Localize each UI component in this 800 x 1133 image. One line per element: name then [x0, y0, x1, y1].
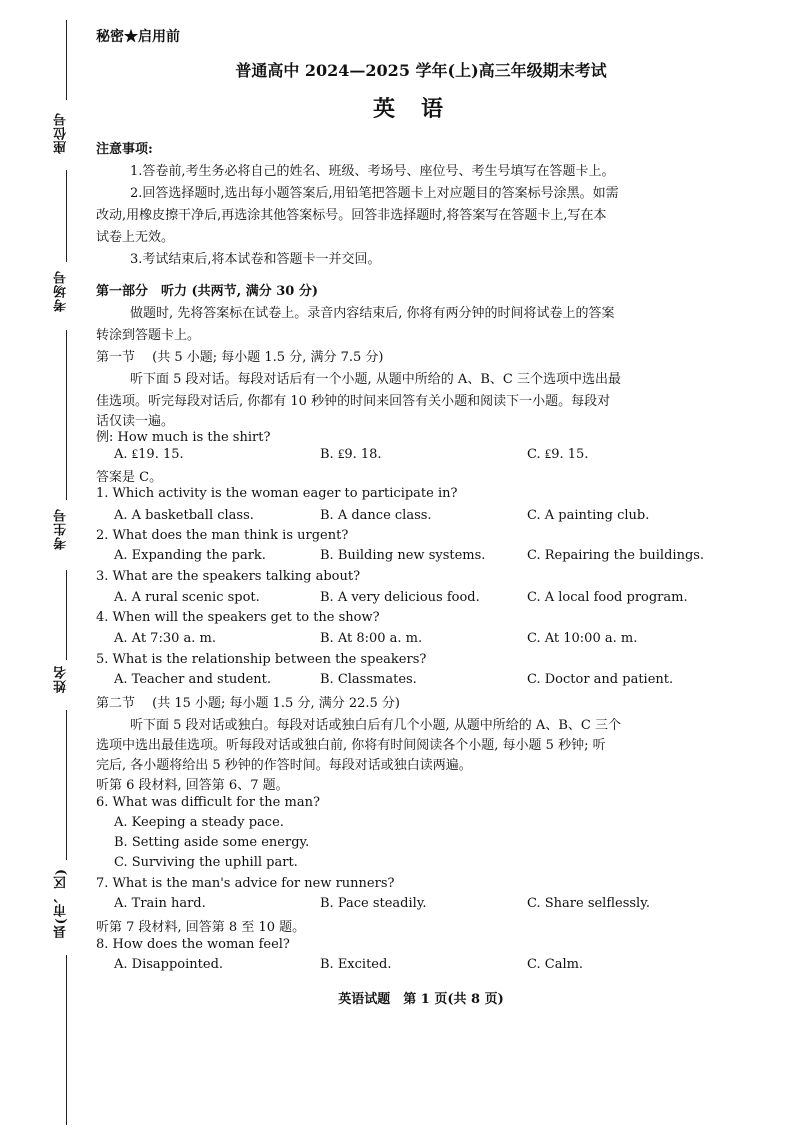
margin-line [66, 710, 67, 860]
q7-option-a: A. Train hard. [114, 896, 206, 911]
q8-option-a: A. Disappointed. [114, 957, 224, 972]
seat-number-label: 座位号 [54, 112, 69, 154]
q1-option-c: C. A painting club. [527, 508, 650, 523]
margin-line [66, 955, 67, 1125]
notes-heading: 注意事项: [96, 142, 153, 157]
margin-line [66, 170, 67, 262]
margin-line [66, 570, 67, 660]
note-item: 1.答卷前,考生务必将自己的姓名、班级、考场号、座位号、考生号填写在答题卡上。 [130, 164, 615, 179]
q6-option-c: C. Surviving the uphill part. [114, 855, 298, 870]
exam-room-label: 考场号 [54, 270, 69, 312]
q3-option-c: C. A local food program. [527, 590, 688, 605]
q8-option-b: B. Excited. [320, 957, 392, 972]
q7-option-c: C. Share selflessly. [527, 896, 650, 911]
section2-heading: 第二节 (共 15 小题; 每小题 1.5 分, 满分 22.5 分) [96, 696, 401, 711]
county-label: 县(市、区) [54, 868, 69, 939]
student-number-label: 考生号 [54, 508, 69, 550]
note-item: 试卷上无效。 [96, 230, 175, 245]
exam-title: 普通高中 2024—2025 学年(上)高三年级期末考试 [235, 61, 607, 80]
margin-line [66, 330, 67, 500]
q1-option-b: B. A dance class. [320, 508, 432, 523]
section1-heading: 第一节 (共 5 小题; 每小题 1.5 分, 满分 7.5 分) [96, 350, 384, 365]
note-item: 改动,用橡皮擦干净后,再选涂其他答案标号。回答非选择题时,将答案写在答题卡上,写在本 [96, 208, 607, 223]
question-7: 7. What is the man's advice for new runners? [96, 876, 395, 891]
q5-option-a: A. Teacher and student. [114, 672, 272, 687]
section2-desc: 选项中选出最佳选项。听每段对话或独白前, 你将有时间阅读各个小题, 每小题 5 秒钟; 听 [96, 738, 606, 753]
part1-intro: 转涂到答题卡上。 [96, 328, 201, 343]
question-3: 3. What are the speakers talking about? [96, 569, 361, 584]
q2-option-a: A. Expanding the park. [114, 548, 266, 563]
note-item: 2.回答选择题时,选出每小题答案后,用铅笔把答题卡上对应题目的答案标号涂黑。如需 [130, 186, 619, 201]
subject-title: 英语 [372, 96, 469, 122]
part1-heading: 第一部分 听力 (共两节, 满分 30 分) [96, 284, 319, 299]
q4-option-c: C. At 10:00 a. m. [527, 631, 638, 646]
name-label: 姓名 [54, 665, 69, 693]
binding-margin [0, 0, 90, 1133]
section1-desc: 话仅读一遍。 [96, 414, 175, 429]
q5-option-c: C. Doctor and patient. [527, 672, 674, 687]
part1-intro: 做题时, 先将答案标在试卷上。录音内容结束后, 你将有两分钟的时间将试卷上的答案 [130, 306, 615, 321]
margin-line [66, 20, 67, 100]
q2-option-b: B. Building new systems. [320, 548, 486, 563]
material-7-instruction: 听第 7 段材料, 回答第 8 至 10 题。 [96, 920, 306, 935]
q5-option-b: B. Classmates. [320, 672, 417, 687]
section1-desc: 听下面 5 段对话。每段对话后有一个小题, 从题中所给的 A、B、C 三个选项中选出最 [130, 372, 621, 387]
q3-option-b: B. A very delicious food. [320, 590, 480, 605]
question-8: 8. How does the woman feel? [96, 937, 290, 952]
section2-desc: 完后, 各小题将给出 5 秒钟的作答时间。每段对话或独白读两遍。 [96, 758, 472, 773]
q8-option-c: C. Calm. [527, 957, 584, 972]
example-question: 例: How much is the shirt? [96, 430, 271, 445]
q4-option-b: B. At 8:00 a. m. [320, 631, 423, 646]
section1-desc: 佳选项。听完每段对话后, 你都有 10 秒钟的时间来回答有关小题和阅读下一小题。每段对 [96, 394, 611, 409]
material-6-instruction: 听第 6 段材料, 回答第 6、7 题。 [96, 778, 289, 793]
example-option-b: B. ₤9. 18. [320, 447, 382, 462]
note-item: 3.考试结束后,将本试卷和答题卡一并交回。 [130, 252, 381, 267]
example-answer: 答案是 C。 [96, 470, 163, 485]
page-footer: 英语试题 第 1 页(共 8 页) [338, 992, 504, 1007]
example-option-a: A. ₤19. 15. [114, 447, 184, 462]
question-4: 4. When will the speakers get to the show? [96, 610, 380, 625]
question-2: 2. What does the man think is urgent? [96, 528, 349, 543]
q4-option-a: A. At 7:30 a. m. [114, 631, 216, 646]
q6-option-a: A. Keeping a steady pace. [114, 815, 284, 830]
question-5: 5. What is the relationship between the speakers? [96, 652, 427, 667]
q3-option-a: A. A rural scenic spot. [114, 590, 260, 605]
q6-option-b: B. Setting aside some energy. [114, 835, 310, 850]
example-option-c: C. ₤9. 15. [527, 447, 589, 462]
question-1: 1. Which activity is the woman eager to participate in? [96, 486, 458, 501]
question-6: 6. What was difficult for the man? [96, 795, 320, 810]
q2-option-c: C. Repairing the buildings. [527, 548, 705, 563]
q7-option-b: B. Pace steadily. [320, 896, 427, 911]
section2-desc: 听下面 5 段对话或独白。每段对话或独白后有几个小题, 从题中所给的 A、B、C 三个 [130, 718, 621, 733]
q1-option-a: A. A basketball class. [114, 508, 254, 523]
confidential-mark: 秘密★启用前 [96, 29, 180, 45]
